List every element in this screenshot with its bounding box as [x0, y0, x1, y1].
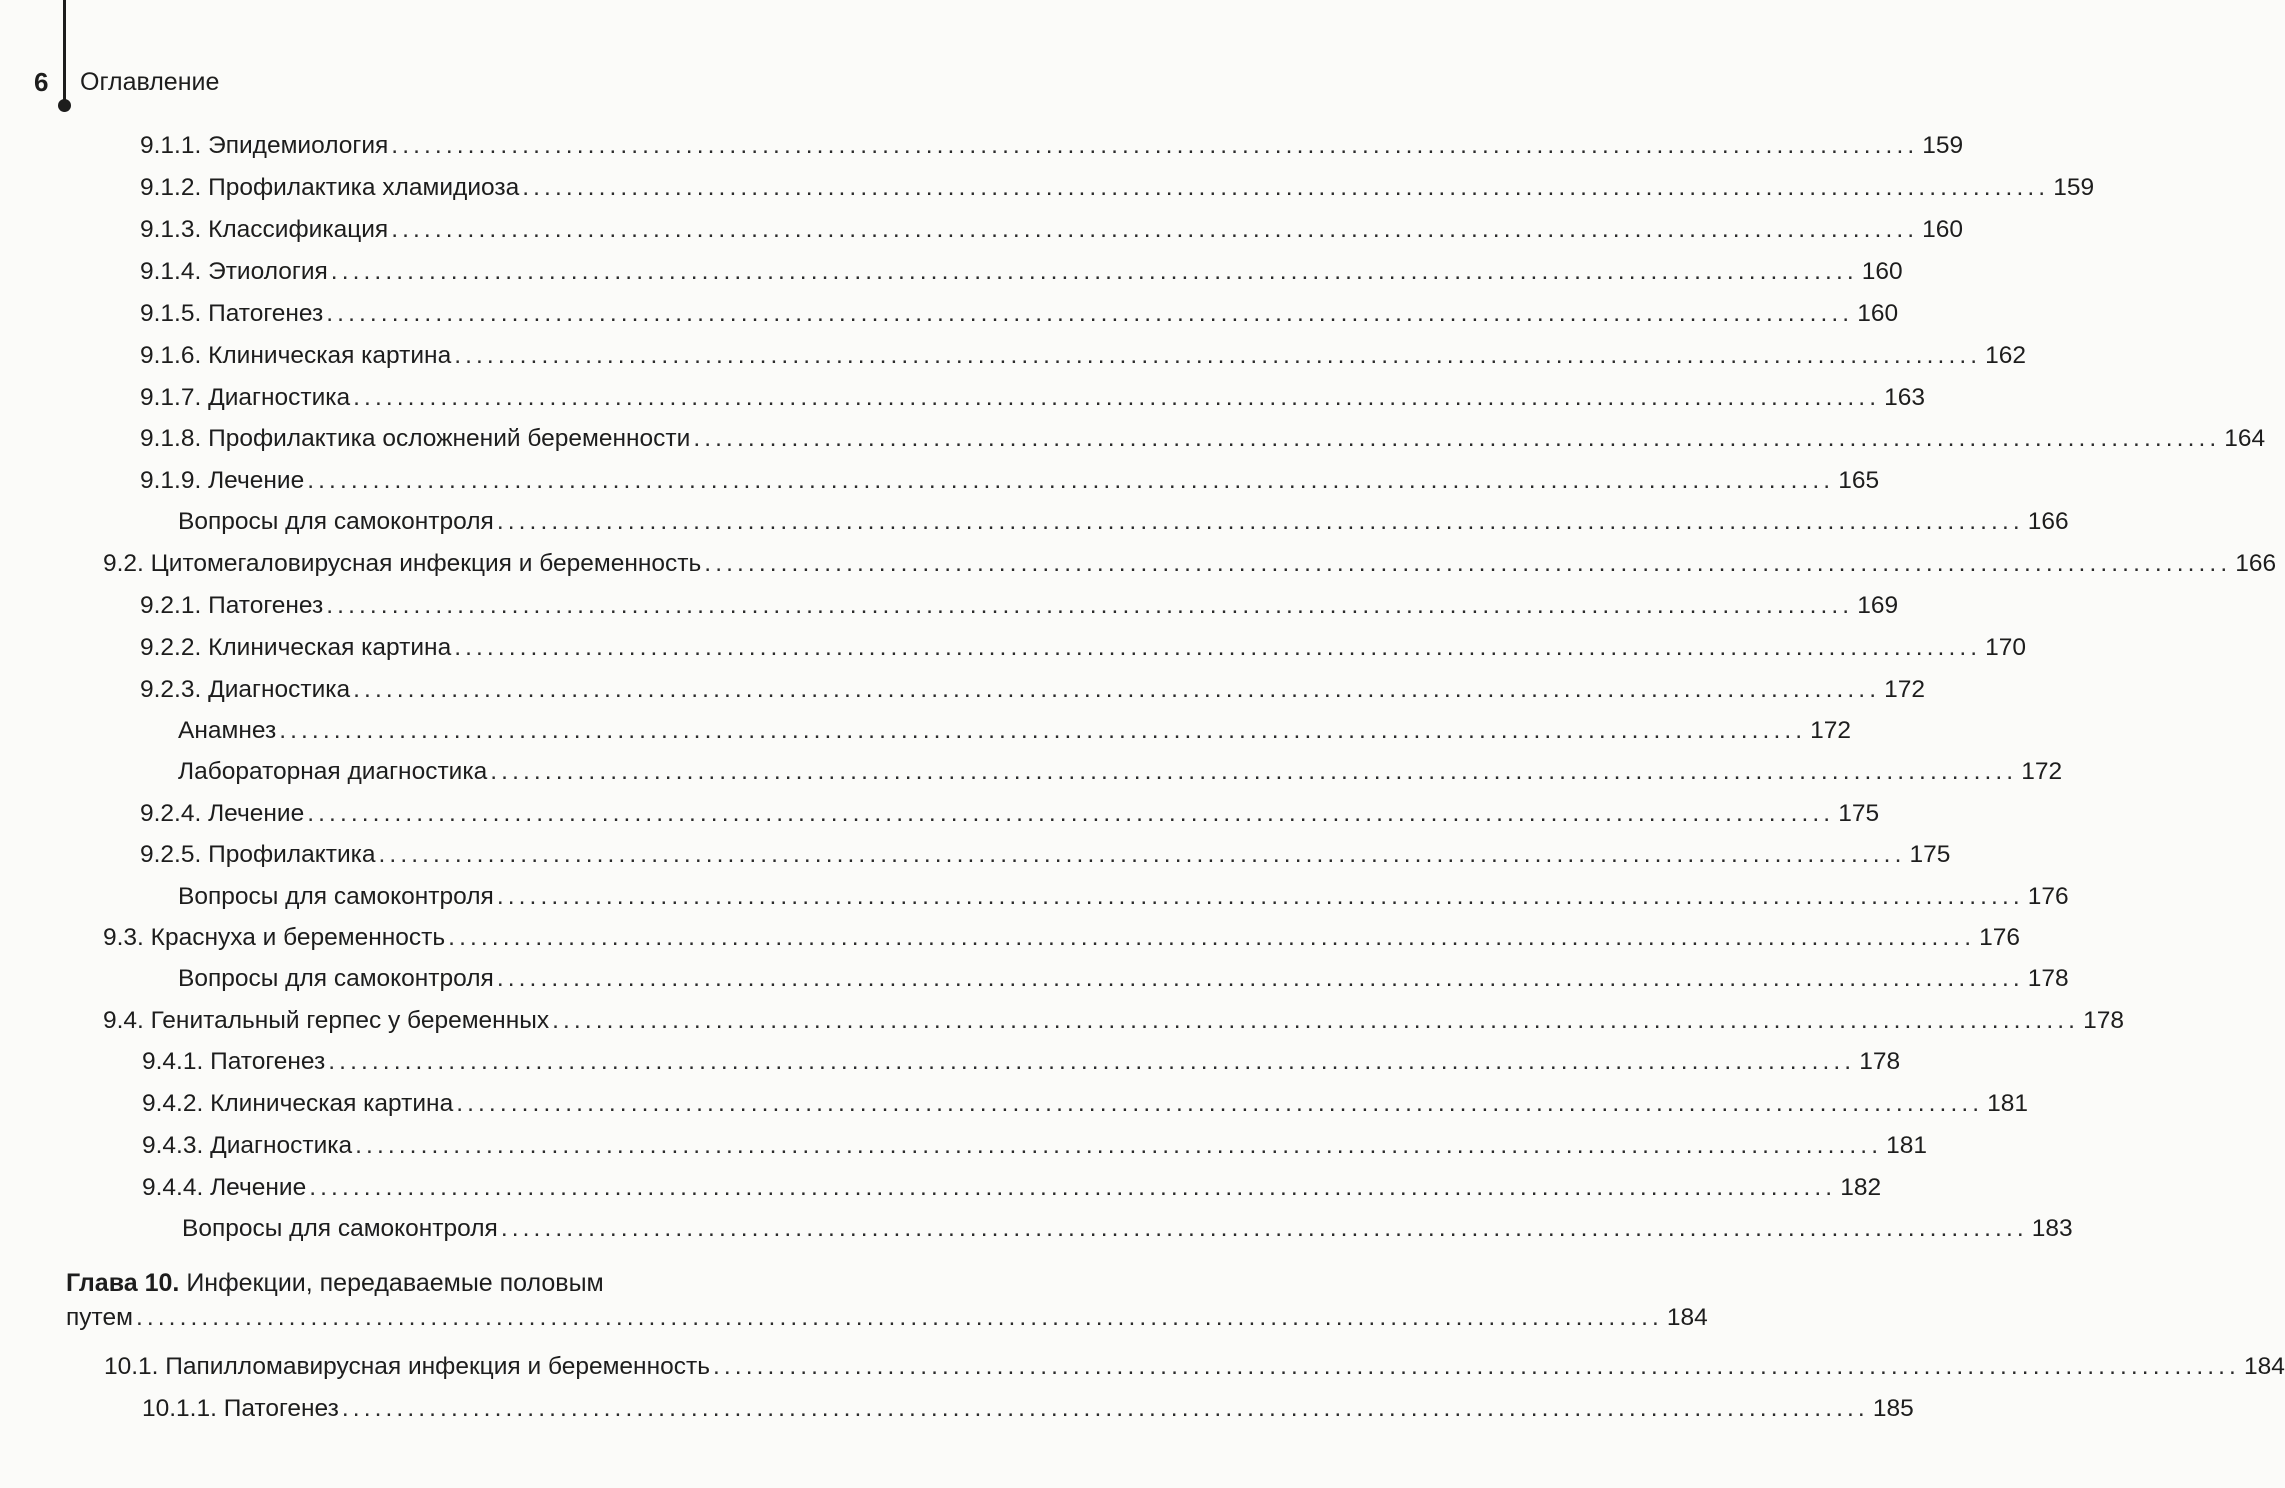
toc-entry: [103, 1003, 2124, 1039]
header-rule: [63, 0, 66, 104]
running-head: [0, 0, 1000, 120]
toc-entry: [140, 380, 1925, 416]
toc-entry-page: 166: [2027, 508, 2069, 535]
toc-entry: [140, 254, 1903, 290]
toc-entry-label: 9.4.3. Диагностика: [142, 1132, 353, 1159]
toc-entry: [178, 961, 2069, 997]
toc-entry-page: 159: [2053, 174, 2095, 201]
dot-leader: ............................................................................................................................................: [456, 1090, 1984, 1117]
dot-leader: ............................................................................................................................................: [328, 1048, 1856, 1075]
toc-entry: [140, 170, 2095, 206]
toc-entry-page: 175: [1838, 800, 1880, 827]
toc-entry-page: 165: [1838, 467, 1880, 494]
toc-entry: [140, 588, 1899, 624]
toc-entry: [142, 1170, 1882, 1206]
toc-entry: [178, 879, 2069, 915]
toc-entry: [140, 128, 1964, 164]
toc-entry: [140, 338, 2027, 374]
toc-entry-page: 178: [2083, 1007, 2124, 1034]
toc-entry-page: 181: [1886, 1132, 1927, 1159]
toc-entry-page: 160: [1922, 216, 1964, 243]
dot-leader: ............................................................................................................................................: [704, 550, 2232, 577]
toc-entry: [140, 421, 2266, 457]
toc-entry: [142, 1044, 1901, 1080]
toc-entry: [66, 1300, 1708, 1336]
toc-entry-label: 9.3. Краснуха и беременность: [103, 924, 446, 951]
toc-entry-page: 182: [1840, 1174, 1882, 1201]
toc-entry-label: 9.4. Генитальный герпес у беременных: [103, 1007, 550, 1034]
toc-entry: [140, 296, 1899, 332]
toc-entry-label: 9.2.2. Клиническая картина: [140, 634, 452, 661]
chapter-label: Глава 10.: [66, 1269, 180, 1297]
dot-leader: ............................................................................................................................................: [135, 1304, 1663, 1331]
dot-leader: ............................................................................................................................................: [522, 174, 2050, 201]
running-title: Оглавление: [80, 68, 220, 96]
toc-entry-label: 9.4.2. Клиническая картина: [142, 1090, 454, 1117]
toc-entry-page: 176: [2027, 883, 2069, 910]
toc-entry-page: 160: [1857, 300, 1899, 327]
dot-leader: ............................................................................................................................................: [341, 1395, 1869, 1422]
toc-entry-page: 160: [1861, 258, 1903, 285]
header-dot: [58, 99, 71, 112]
toc-entry-page: 159: [1922, 132, 1964, 159]
toc-entry: [142, 1086, 2029, 1122]
toc-entry: [140, 796, 1880, 832]
toc-entry-page: 162: [1985, 342, 2027, 369]
toc-entry: [142, 1128, 1927, 1164]
toc-entry-label: 9.4.4. Лечение: [142, 1174, 307, 1201]
dot-leader: ............................................................................................................................................: [496, 965, 2024, 992]
dot-leader: ............................................................................................................................................: [355, 1132, 1883, 1159]
dot-leader: ............................................................................................................................................: [391, 132, 1919, 159]
dot-leader: ............................................................................................................................................: [496, 508, 2024, 535]
dot-leader: ............................................................................................................................................: [353, 676, 1881, 703]
toc-entry-label: 9.2.5. Профилактика: [140, 841, 376, 868]
toc-entry: [140, 672, 1925, 708]
toc-entry-page: 164: [2224, 425, 2266, 452]
toc-entry-label: 9.1.7. Диагностика: [140, 384, 351, 411]
toc-entry-label: 9.1.1. Эпидемиология: [140, 132, 389, 159]
toc-entry-page: 172: [1884, 676, 1925, 703]
toc-entry: [140, 837, 1951, 873]
dot-leader: ............................................................................................................................................: [307, 800, 1835, 827]
dot-leader: ............................................................................................................................................: [353, 384, 1881, 411]
dot-leader: ............................................................................................................................................: [496, 883, 2024, 910]
toc-entry-label: 9.1.4. Этиология: [140, 258, 328, 285]
toc-entry: [178, 713, 1852, 749]
toc-entry-label: 10.1. Папилломавирусная инфекция и беременность: [104, 1353, 710, 1380]
toc-entry-label: Вопросы для самоконтроля: [178, 883, 494, 910]
dot-leader: ............................................................................................................................................: [448, 924, 1976, 951]
dot-leader: ............................................................................................................................................: [279, 717, 1807, 744]
chapter-title: [66, 1265, 604, 1301]
toc-entry-label: путем: [66, 1304, 133, 1331]
toc-entry: [178, 754, 2063, 790]
toc-entry-label: 9.1.5. Патогенез: [140, 300, 324, 327]
dot-leader: ............................................................................................................................................: [330, 258, 1858, 285]
dot-leader: ............................................................................................................................................: [693, 425, 2221, 452]
dot-leader: ............................................................................................................................................: [500, 1215, 2028, 1242]
toc-entry-page: 175: [1909, 841, 1951, 868]
toc-entry-page: 170: [1985, 634, 2027, 661]
dot-leader: ............................................................................................................................................: [712, 1353, 2240, 1380]
toc-entry: [140, 212, 1964, 248]
dot-leader: ............................................................................................................................................: [391, 216, 1919, 243]
toc-entry-label: 10.1.1. Патогенез: [142, 1395, 339, 1422]
toc-entry: [103, 546, 2277, 582]
toc-entry: [140, 630, 2027, 666]
chapter-title-text: Инфекции, передаваемые половым: [186, 1269, 604, 1297]
toc-entry: [140, 463, 1880, 499]
toc-entry: [142, 1391, 1914, 1427]
toc-entry-page: 178: [1859, 1048, 1901, 1075]
toc-entry-label: 9.2. Цитомегаловирусная инфекция и беременность: [103, 550, 702, 577]
toc-entry-label: 9.2.4. Лечение: [140, 800, 305, 827]
dot-leader: ............................................................................................................................................: [552, 1007, 2080, 1034]
toc-entry-label: 9.4.1. Патогенез: [142, 1048, 326, 1075]
toc-entry: [178, 504, 2069, 540]
toc-entry-page: 184: [1666, 1304, 1708, 1331]
dot-leader: ............................................................................................................................................: [454, 342, 1982, 369]
dot-leader: ............................................................................................................................................: [378, 841, 1906, 868]
toc-entry-label: 9.1.6. Клиническая картина: [140, 342, 452, 369]
toc-entry-page: 166: [2235, 550, 2277, 577]
toc-entry-label: 9.1.9. Лечение: [140, 467, 305, 494]
toc-entry: [182, 1211, 2073, 1247]
dot-leader: ............................................................................................................................................: [454, 634, 1982, 661]
toc-entry: [104, 1349, 2285, 1385]
dot-leader: ............................................................................................................................................: [490, 758, 2018, 785]
dot-leader: ............................................................................................................................................: [307, 467, 1835, 494]
toc-entry-page: 178: [2027, 965, 2069, 992]
toc-entry-label: 9.1.3. Классификация: [140, 216, 389, 243]
toc-entry-page: 172: [1810, 717, 1852, 744]
toc-entry-page: 184: [2243, 1353, 2285, 1380]
toc-entry-label: 9.2.3. Диагностика: [140, 676, 351, 703]
toc-entry-page: 163: [1884, 384, 1925, 411]
toc-entry-label: 9.1.2. Профилактика хламидиоза: [140, 174, 520, 201]
toc-entry-page: 176: [1979, 924, 2021, 951]
toc-entry-page: 172: [2021, 758, 2063, 785]
toc-entry: [103, 920, 2021, 956]
toc-entry-label: Вопросы для самоконтроля: [182, 1215, 498, 1242]
toc-entry-page: 169: [1857, 592, 1899, 619]
dot-leader: ............................................................................................................................................: [326, 300, 1854, 327]
toc-entry-label: Лабораторная диагностика: [178, 758, 488, 785]
toc-entry-page: 183: [2031, 1215, 2073, 1242]
toc-entry-label: 9.2.1. Патогенез: [140, 592, 324, 619]
toc-entry-label: Вопросы для самоконтроля: [178, 508, 494, 535]
toc-entry-label: 9.1.8. Профилактика осложнений беременности: [140, 425, 691, 452]
dot-leader: ............................................................................................................................................: [326, 592, 1854, 619]
dot-leader: ............................................................................................................................................: [309, 1174, 1837, 1201]
toc-entry-label: Вопросы для самоконтроля: [178, 965, 494, 992]
page-number: 6: [34, 67, 49, 97]
toc-entry-page: 181: [1987, 1090, 2029, 1117]
toc-entry-page: 185: [1872, 1395, 1914, 1422]
toc-entry-label: Анамнез: [178, 717, 277, 744]
